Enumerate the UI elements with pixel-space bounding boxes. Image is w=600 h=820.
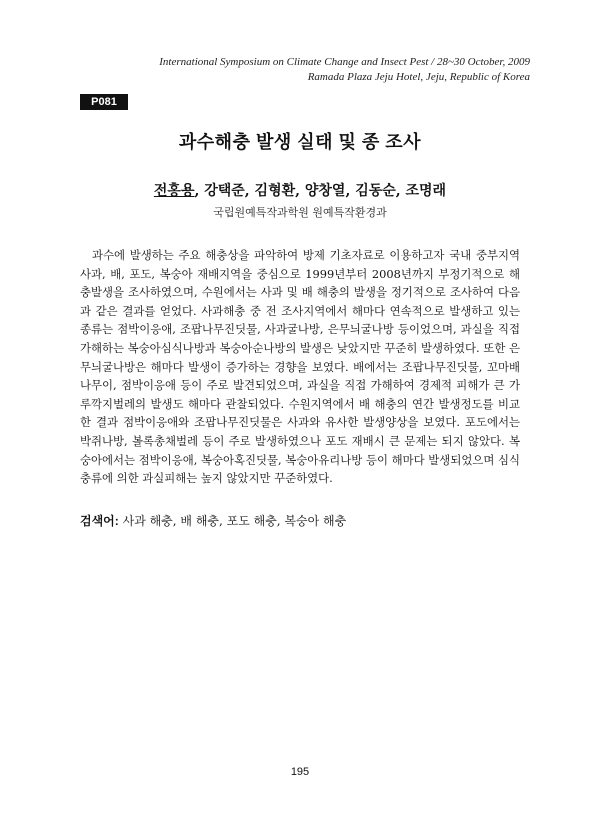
keywords-text: 사과 해충, 배 해충, 포도 해충, 복숭아 해충 <box>118 514 347 528</box>
paper-title: 과수해충 발생 실태 및 종 조사 <box>178 132 422 152</box>
header-line-1: International Symposium on Climate Change and Insect Pest / 28~30 October, 2009 <box>159 56 530 68</box>
affiliation: 국립원예특작과학원 원예특작환경과 <box>213 206 387 219</box>
first-author: 전홍용 <box>153 183 195 199</box>
keywords-label: 검색어: <box>80 514 119 528</box>
header-line-2: Ramada Plaza Jeju Hotel, Jeju, Republic of Korea <box>307 71 530 83</box>
abstract-body: 과수에 발생하는 주요 해충상을 파악하여 방제 기초자료로 이용하고자 국내 중부지역 사과, 배, 포도, 복숭아 재배지역을 중심으로 1999년부터 2008년까지 부정기적으로 해충발생을 조사하였으며, 수원에서는 사과 및 배 해충의 발생을 정기적으로 조사하여 다음과 같은 결과를 얻었다. 사과해충 중 전 조사지역에서 해마다 연속적으로 발생하고 있는 종류는 점박이응애, 조팝나무진딧물, 사과굴나방, 은무늬굴나방 등이었으며, 과실을 직접 가해하는 복숭아심식나방과 복숭아순나방의 발생은 낮았지만 꾸준히 발생하였다. 또한 은무늬굴나방은 해마다 발생이 증가하는 경향을 보였다. 배에서는 조팝나무진딧물, 꼬마배나무이, 점박이응애 등이 주로 발견되었으며, 과실을 직접 가해하여 경제적 피해가 큰 가루깍지벌레의 발생도 해마다 관찰되었다. 수원지역에서 배 해충의 연간 발생정도를 비교한 결과 점박이응애와 조팝나무진딧물은 사과와 유사한 발생양상을 보였다. 포도에서는 박쥐나방, 볼록총채벌레 등이 주로 발생하였으나 포도 재배시 큰 문제는 되지 않았다. 복숭아에서는 점박이응애, 복숭아혹진딧물, 복숭아유리나방 등이 해마다 발생되었으며 심식충류에 의한 과실피해는 높지 않았지만 꾸준하였다. <box>80 248 520 486</box>
coauthors: , 강택준, 김형환, 양창열, 김동순, 조명래 <box>194 183 447 199</box>
page-number: 195 <box>290 766 310 778</box>
running-header <box>159 55 530 85</box>
keywords <box>80 512 520 529</box>
author-list <box>0 180 600 200</box>
poster-number-badge: P081 <box>80 94 128 110</box>
